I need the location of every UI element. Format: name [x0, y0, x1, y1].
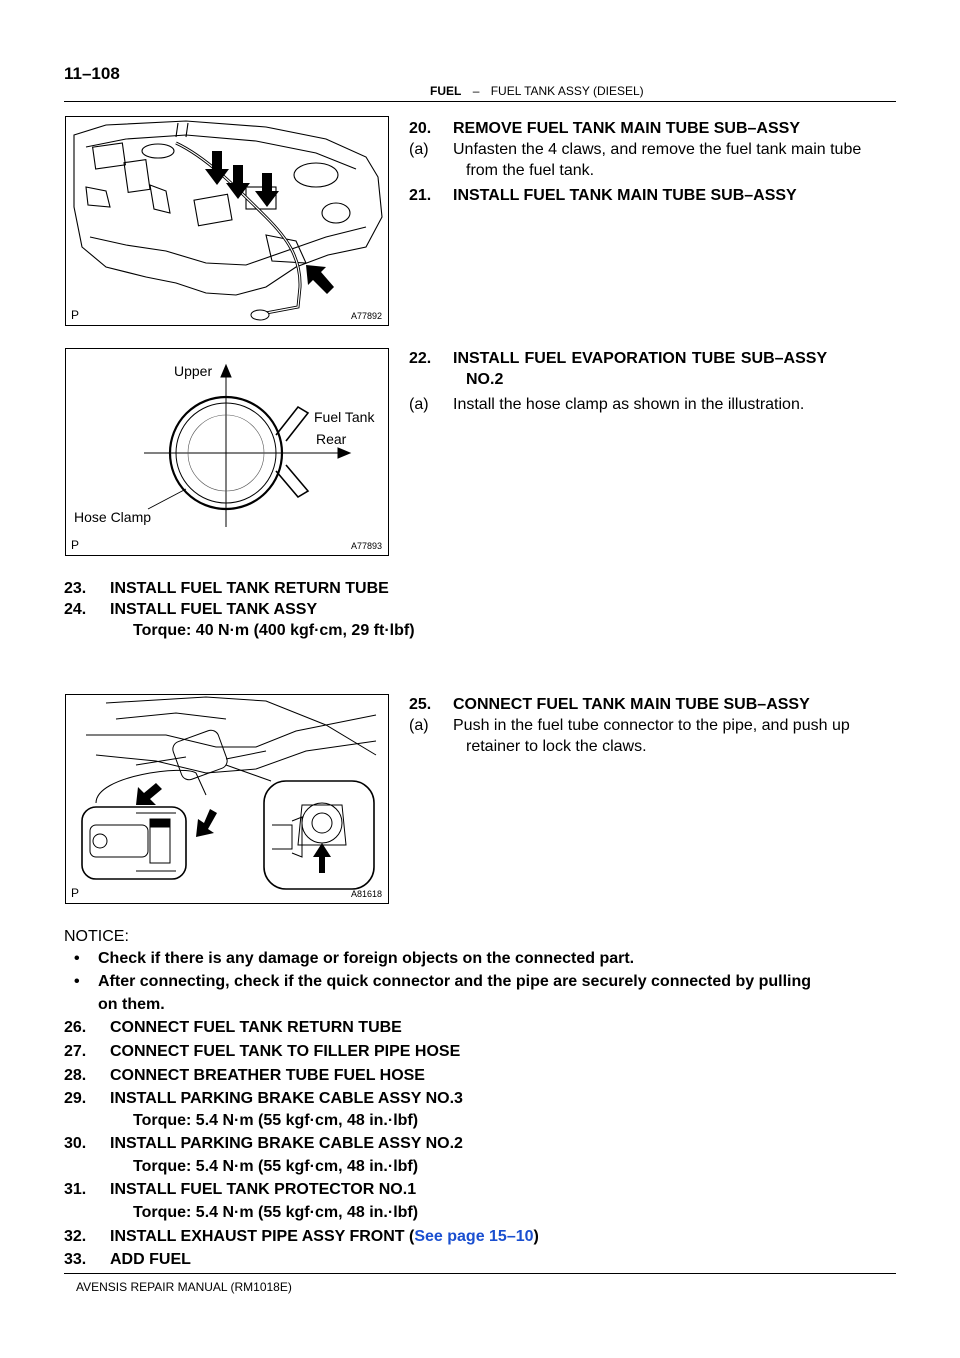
- header-title: FUEL TANK ASSY (DIESEL): [490, 84, 644, 98]
- step-text: INSTALL FUEL TANK PROTECTOR NO.1: [110, 1181, 417, 1198]
- notice-heading: NOTICE:: [64, 928, 129, 945]
- bullet-icon: •: [74, 950, 80, 967]
- substep-letter: (a): [409, 396, 429, 413]
- step-number: 25.: [409, 696, 432, 713]
- step-text: CONNECT FUEL TANK TO FILLER PIPE HOSE: [110, 1043, 461, 1060]
- substep-text: Push in the fuel tube connector to the pipe, and push up: [453, 717, 850, 734]
- step-27: [64, 1041, 461, 1062]
- figure-code: A77893: [350, 541, 382, 551]
- step-text: INSTALL FUEL EVAPORATION TUBE SUB–ASSY: [453, 350, 828, 367]
- step-26: [64, 1017, 402, 1038]
- step-30-torque: Torque: 5.4 N·m (55 kgf·cm, 48 in.·lbf): [133, 1158, 419, 1175]
- substep-text: Unfasten the 4 claws, and remove the fuel tank main tube: [453, 141, 862, 158]
- see-page-link[interactable]: See page 15–10: [414, 1228, 534, 1245]
- footer-text: AVENSIS REPAIR MANUAL (RM1018E): [76, 1280, 292, 1294]
- step-number: 22.: [409, 350, 432, 367]
- step-number: 31.: [64, 1181, 87, 1198]
- step-28: [64, 1065, 425, 1086]
- step-24: [64, 599, 318, 620]
- step-text-close: ): [533, 1228, 539, 1245]
- step-text: CONNECT BREATHER TUBE FUEL HOSE: [110, 1067, 425, 1084]
- figure-p-mark: P: [71, 886, 80, 900]
- step-text: REMOVE FUEL TANK MAIN TUBE SUB–ASSY: [453, 120, 800, 137]
- quick-connector-illustration: [66, 695, 387, 902]
- step-22a: [409, 394, 805, 415]
- figure-code: A77892: [350, 311, 382, 321]
- figure-quick-connector: [65, 694, 389, 904]
- header-section: FUEL: [430, 84, 462, 98]
- step-29-torque: Torque: 5.4 N·m (55 kgf·cm, 48 in.·lbf): [133, 1112, 419, 1129]
- step-24-torque: Torque: 40 N·m (400 kgf·cm, 29 ft·lbf): [133, 622, 415, 639]
- header-separator: –: [472, 84, 480, 98]
- step-text: INSTALL PARKING BRAKE CABLE ASSY NO.3: [110, 1090, 463, 1107]
- step-number: 26.: [64, 1019, 87, 1036]
- step-20a: [409, 139, 862, 160]
- step-32: [64, 1226, 539, 1247]
- label-upper: Upper: [174, 363, 213, 379]
- step-22: [409, 348, 828, 369]
- running-header: [430, 84, 644, 98]
- step-number: 21.: [409, 187, 432, 204]
- step-20a-line2: from the fuel tank.: [466, 162, 595, 179]
- step-number: 33.: [64, 1251, 87, 1268]
- substep-letter: (a): [409, 141, 429, 158]
- step-number: 28.: [64, 1067, 87, 1084]
- label-fuel-tank: Fuel Tank: [314, 409, 375, 425]
- step-number: 23.: [64, 580, 87, 597]
- figure-fuel-tank-main-tube: [65, 116, 389, 326]
- step-number: 29.: [64, 1090, 87, 1107]
- header-rule: [64, 101, 896, 102]
- step-25a: [409, 715, 850, 736]
- step-30: [64, 1133, 463, 1154]
- step-text-main: INSTALL EXHAUST PIPE ASSY FRONT (: [110, 1228, 415, 1245]
- step-text: CONNECT FUEL TANK RETURN TUBE: [110, 1019, 402, 1036]
- step-number: 27.: [64, 1043, 87, 1060]
- step-text: ADD FUEL: [110, 1251, 191, 1268]
- step-number: 24.: [64, 601, 87, 618]
- step-number: 32.: [64, 1228, 87, 1245]
- step-29: [64, 1088, 463, 1109]
- substep-letter: (a): [409, 717, 429, 734]
- step-31-torque: Torque: 5.4 N·m (55 kgf·cm, 48 in.·lbf): [133, 1204, 419, 1221]
- step-21: [409, 185, 797, 206]
- page-number: 11–108: [64, 64, 120, 83]
- step-25: [409, 694, 810, 715]
- notice-text: Check if there is any damage or foreign objects on the connected part.: [98, 950, 635, 967]
- notice-text-continued: on them.: [98, 996, 165, 1013]
- step-25a-line2: retainer to lock the claws.: [466, 738, 647, 755]
- step-text: INSTALL FUEL TANK RETURN TUBE: [110, 580, 389, 597]
- label-rear: Rear: [316, 431, 347, 447]
- figure-hose-clamp: [65, 348, 389, 556]
- step-number: 30.: [64, 1135, 87, 1152]
- bullet-icon: •: [74, 973, 80, 990]
- step-text: INSTALL FUEL TANK ASSY: [110, 601, 318, 618]
- step-text: CONNECT FUEL TANK MAIN TUBE SUB–ASSY: [453, 696, 810, 713]
- step-text: INSTALL PARKING BRAKE CABLE ASSY NO.2: [110, 1135, 463, 1152]
- step-31: [64, 1179, 417, 1200]
- step-text: INSTALL FUEL TANK MAIN TUBE SUB–ASSY: [453, 187, 797, 204]
- label-hose-clamp: Hose Clamp: [74, 509, 152, 525]
- step-text: [110, 1226, 539, 1247]
- substep-text: Install the hose clamp as shown in the illustration.: [453, 396, 805, 413]
- figure-p-mark: P: [71, 538, 80, 552]
- step-number: 20.: [409, 120, 432, 137]
- step-20: [409, 118, 800, 139]
- step-23: [64, 578, 389, 599]
- fuel-tank-illustration: [66, 117, 387, 324]
- notice-text: After connecting, check if the quick connector and the pipe are securely connected by pulling: [98, 973, 812, 990]
- figure-code: A81618: [350, 889, 382, 899]
- footer-rule: [64, 1273, 896, 1274]
- step-33: [64, 1249, 191, 1270]
- figure-p-mark: P: [71, 308, 80, 322]
- step-22-line2: NO.2: [466, 371, 504, 388]
